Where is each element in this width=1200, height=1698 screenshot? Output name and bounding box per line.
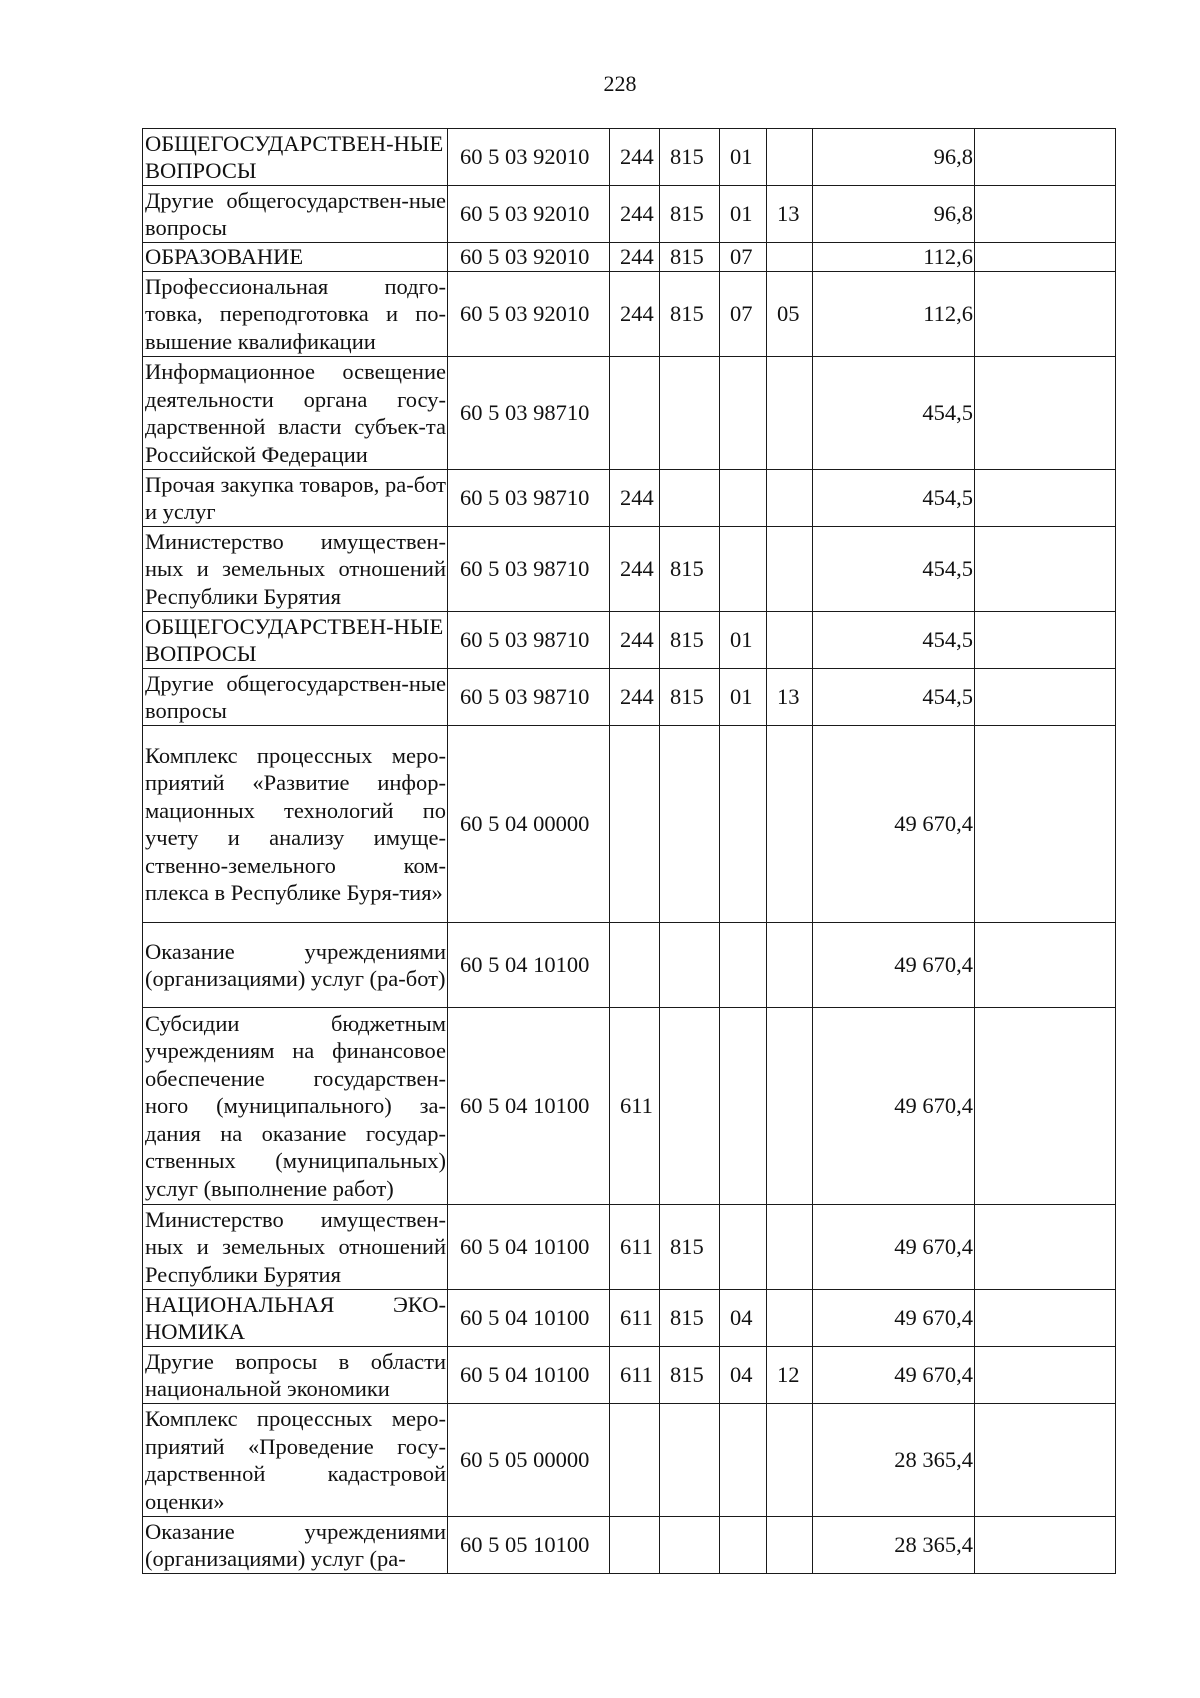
- budget-table: [142, 128, 1116, 1574]
- row-vr-code: [610, 726, 660, 923]
- table-row: [143, 527, 1116, 612]
- table-row: [143, 129, 1116, 186]
- row-grbs-code: 815: [660, 669, 720, 726]
- table-row: [143, 1205, 1116, 1290]
- page-number: 228: [603, 71, 637, 96]
- row-rz-code: [720, 1008, 767, 1205]
- row-sum: 49 670,4: [813, 1205, 975, 1290]
- table-row: [143, 1517, 1116, 1574]
- row-vr-code: [610, 923, 660, 1008]
- row-vr-code: 244: [610, 669, 660, 726]
- row-grbs-code: 815: [660, 612, 720, 669]
- row-name: Министерство имуществен-ных и земельных отношений Республики Бурятия: [143, 527, 448, 612]
- row-csr-code: 60 5 03 98710: [448, 527, 610, 612]
- row-sum: 454,5: [813, 357, 975, 470]
- row-vr-code: 244: [610, 527, 660, 612]
- row-csr-code: 60 5 05 00000: [448, 1404, 610, 1517]
- row-pr-code: [767, 1517, 813, 1574]
- row-vr-code: 244: [610, 186, 660, 243]
- row-name: Другие общегосударствен-ные вопросы: [143, 186, 448, 243]
- row-grbs-code: [660, 726, 720, 923]
- row-vr-code: [610, 1404, 660, 1517]
- row-pr-code: [767, 470, 813, 527]
- row-vr-code: 611: [610, 1008, 660, 1205]
- row-name: Другие общегосударствен-ные вопросы: [143, 669, 448, 726]
- table-row: [143, 726, 1116, 923]
- row-grbs-code: 815: [660, 129, 720, 186]
- row-rz-code: 04: [720, 1347, 767, 1404]
- row-csr-code: 60 5 03 92010: [448, 243, 610, 272]
- row-sum: 112,6: [813, 243, 975, 272]
- row-rz-code: 01: [720, 129, 767, 186]
- row-grbs-code: [660, 470, 720, 527]
- row-name: Оказание учреждениями (организациями) услуг (ра-бот): [143, 923, 448, 1008]
- row-sum: 454,5: [813, 669, 975, 726]
- row-sum: 454,5: [813, 612, 975, 669]
- row-vr-code: 244: [610, 243, 660, 272]
- row-name: Прочая закупка товаров, ра-бот и услуг: [143, 470, 448, 527]
- row-rz-code: 01: [720, 186, 767, 243]
- row-rz-code: [720, 1517, 767, 1574]
- row-grbs-code: 815: [660, 243, 720, 272]
- row-rz-code: [720, 527, 767, 612]
- row-grbs-code: [660, 1008, 720, 1205]
- row-csr-code: 60 5 04 10100: [448, 1008, 610, 1205]
- row-pr-code: [767, 1008, 813, 1205]
- table-row: [143, 357, 1116, 470]
- table-row: [143, 470, 1116, 527]
- row-pr-code: 13: [767, 669, 813, 726]
- row-vr-code: 244: [610, 612, 660, 669]
- row-extra: [975, 129, 1116, 186]
- row-csr-code: 60 5 03 92010: [448, 129, 610, 186]
- row-extra: [975, 1290, 1116, 1347]
- row-rz-code: [720, 1404, 767, 1517]
- row-sum: 96,8: [813, 129, 975, 186]
- row-vr-code: [610, 1517, 660, 1574]
- row-pr-code: [767, 527, 813, 612]
- row-rz-code: [720, 923, 767, 1008]
- row-extra: [975, 1404, 1116, 1517]
- row-rz-code: 01: [720, 669, 767, 726]
- row-pr-code: [767, 1205, 813, 1290]
- row-extra: [975, 470, 1116, 527]
- row-extra: [975, 612, 1116, 669]
- row-csr-code: 60 5 03 92010: [448, 186, 610, 243]
- row-sum: 28 365,4: [813, 1404, 975, 1517]
- table-row: [143, 1290, 1116, 1347]
- row-extra: [975, 357, 1116, 470]
- row-name: НАЦИОНАЛЬНАЯ ЭКО-НОМИКА: [143, 1290, 448, 1347]
- row-sum: 49 670,4: [813, 923, 975, 1008]
- row-grbs-code: 815: [660, 1205, 720, 1290]
- row-extra: [975, 272, 1116, 357]
- row-csr-code: 60 5 03 98710: [448, 612, 610, 669]
- row-csr-code: 60 5 03 98710: [448, 669, 610, 726]
- row-csr-code: 60 5 04 10100: [448, 1290, 610, 1347]
- row-extra: [975, 243, 1116, 272]
- row-pr-code: [767, 243, 813, 272]
- row-grbs-code: [660, 357, 720, 470]
- row-pr-code: [767, 726, 813, 923]
- row-extra: [975, 1008, 1116, 1205]
- row-pr-code: [767, 357, 813, 470]
- row-csr-code: 60 5 03 92010: [448, 272, 610, 357]
- row-name: ОБЩЕГОСУДАРСТВЕН-НЫЕ ВОПРОСЫ: [143, 612, 448, 669]
- row-vr-code: 611: [610, 1290, 660, 1347]
- row-csr-code: 60 5 04 10100: [448, 1205, 610, 1290]
- row-vr-code: 244: [610, 272, 660, 357]
- row-rz-code: 07: [720, 272, 767, 357]
- table-row: [143, 243, 1116, 272]
- row-sum: 49 670,4: [813, 1347, 975, 1404]
- row-rz-code: [720, 1205, 767, 1290]
- row-vr-code: 611: [610, 1205, 660, 1290]
- table-row: [143, 186, 1116, 243]
- row-extra: [975, 1517, 1116, 1574]
- row-sum: 454,5: [813, 527, 975, 612]
- row-name: ОБРАЗОВАНИЕ: [143, 243, 448, 272]
- row-extra: [975, 1205, 1116, 1290]
- row-csr-code: 60 5 05 10100: [448, 1517, 610, 1574]
- row-grbs-code: 815: [660, 1347, 720, 1404]
- row-sum: 112,6: [813, 272, 975, 357]
- table-row: [143, 1347, 1116, 1404]
- row-vr-code: 611: [610, 1347, 660, 1404]
- row-rz-code: 01: [720, 612, 767, 669]
- row-sum: 96,8: [813, 186, 975, 243]
- row-sum: 28 365,4: [813, 1517, 975, 1574]
- row-extra: [975, 527, 1116, 612]
- table-row: [143, 1008, 1116, 1205]
- row-csr-code: 60 5 03 98710: [448, 470, 610, 527]
- row-extra: [975, 1347, 1116, 1404]
- row-rz-code: 07: [720, 243, 767, 272]
- table-row: [143, 612, 1116, 669]
- row-csr-code: 60 5 04 10100: [448, 1347, 610, 1404]
- row-rz-code: [720, 726, 767, 923]
- row-name: Информационное освещение деятельности органа госу-дарственной власти субъек-та Российской Федерации: [143, 357, 448, 470]
- row-vr-code: [610, 357, 660, 470]
- row-grbs-code: 815: [660, 1290, 720, 1347]
- row-pr-code: 13: [767, 186, 813, 243]
- row-name: Комплекс процессных меро-приятий «Проведение госу-дарственной кадастровой оценки»: [143, 1404, 448, 1517]
- row-pr-code: [767, 129, 813, 186]
- row-grbs-code: [660, 923, 720, 1008]
- row-pr-code: [767, 612, 813, 669]
- row-pr-code: [767, 923, 813, 1008]
- row-name: Профессиональная подго-товка, переподготовка и по-вышение квалификации: [143, 272, 448, 357]
- row-name: Другие вопросы в области национальной экономики: [143, 1347, 448, 1404]
- row-grbs-code: 815: [660, 186, 720, 243]
- row-grbs-code: 815: [660, 272, 720, 357]
- row-extra: [975, 923, 1116, 1008]
- table-row: [143, 923, 1116, 1008]
- table-row: [143, 1404, 1116, 1517]
- row-grbs-code: [660, 1517, 720, 1574]
- row-extra: [975, 669, 1116, 726]
- row-name: ОБЩЕГОСУДАРСТВЕН-НЫЕ ВОПРОСЫ: [143, 129, 448, 186]
- row-sum: 454,5: [813, 470, 975, 527]
- table-row: [143, 669, 1116, 726]
- row-csr-code: 60 5 03 98710: [448, 357, 610, 470]
- row-sum: 49 670,4: [813, 726, 975, 923]
- row-rz-code: [720, 470, 767, 527]
- row-name: Комплекс процессных меро-приятий «Развитие инфор-мационных технологий по учету и анализу имуще-ственно-земельного ком-плекса в Республике Буря-тия»: [143, 726, 448, 923]
- row-name: Министерство имуществен-ных и земельных отношений Республики Бурятия: [143, 1205, 448, 1290]
- row-pr-code: [767, 1404, 813, 1517]
- row-grbs-code: 815: [660, 527, 720, 612]
- row-name: Оказание учреждениями (организациями) услуг (ра-: [143, 1517, 448, 1574]
- row-csr-code: 60 5 04 00000: [448, 726, 610, 923]
- row-vr-code: 244: [610, 470, 660, 527]
- row-sum: 49 670,4: [813, 1290, 975, 1347]
- row-name: Субсидии бюджетным учреждениям на финансовое обеспечение государствен-ного (муниципального) за-дания на оказание государ-ственных (муниципальных) услуг (выполнение работ): [143, 1008, 448, 1205]
- row-grbs-code: [660, 1404, 720, 1517]
- row-rz-code: 04: [720, 1290, 767, 1347]
- row-sum: 49 670,4: [813, 1008, 975, 1205]
- row-vr-code: 244: [610, 129, 660, 186]
- row-extra: [975, 186, 1116, 243]
- row-pr-code: 12: [767, 1347, 813, 1404]
- row-extra: [975, 726, 1116, 923]
- row-pr-code: [767, 1290, 813, 1347]
- row-rz-code: [720, 357, 767, 470]
- budget-table-body: [143, 129, 1116, 1574]
- row-csr-code: 60 5 04 10100: [448, 923, 610, 1008]
- row-pr-code: 05: [767, 272, 813, 357]
- table-row: [143, 272, 1116, 357]
